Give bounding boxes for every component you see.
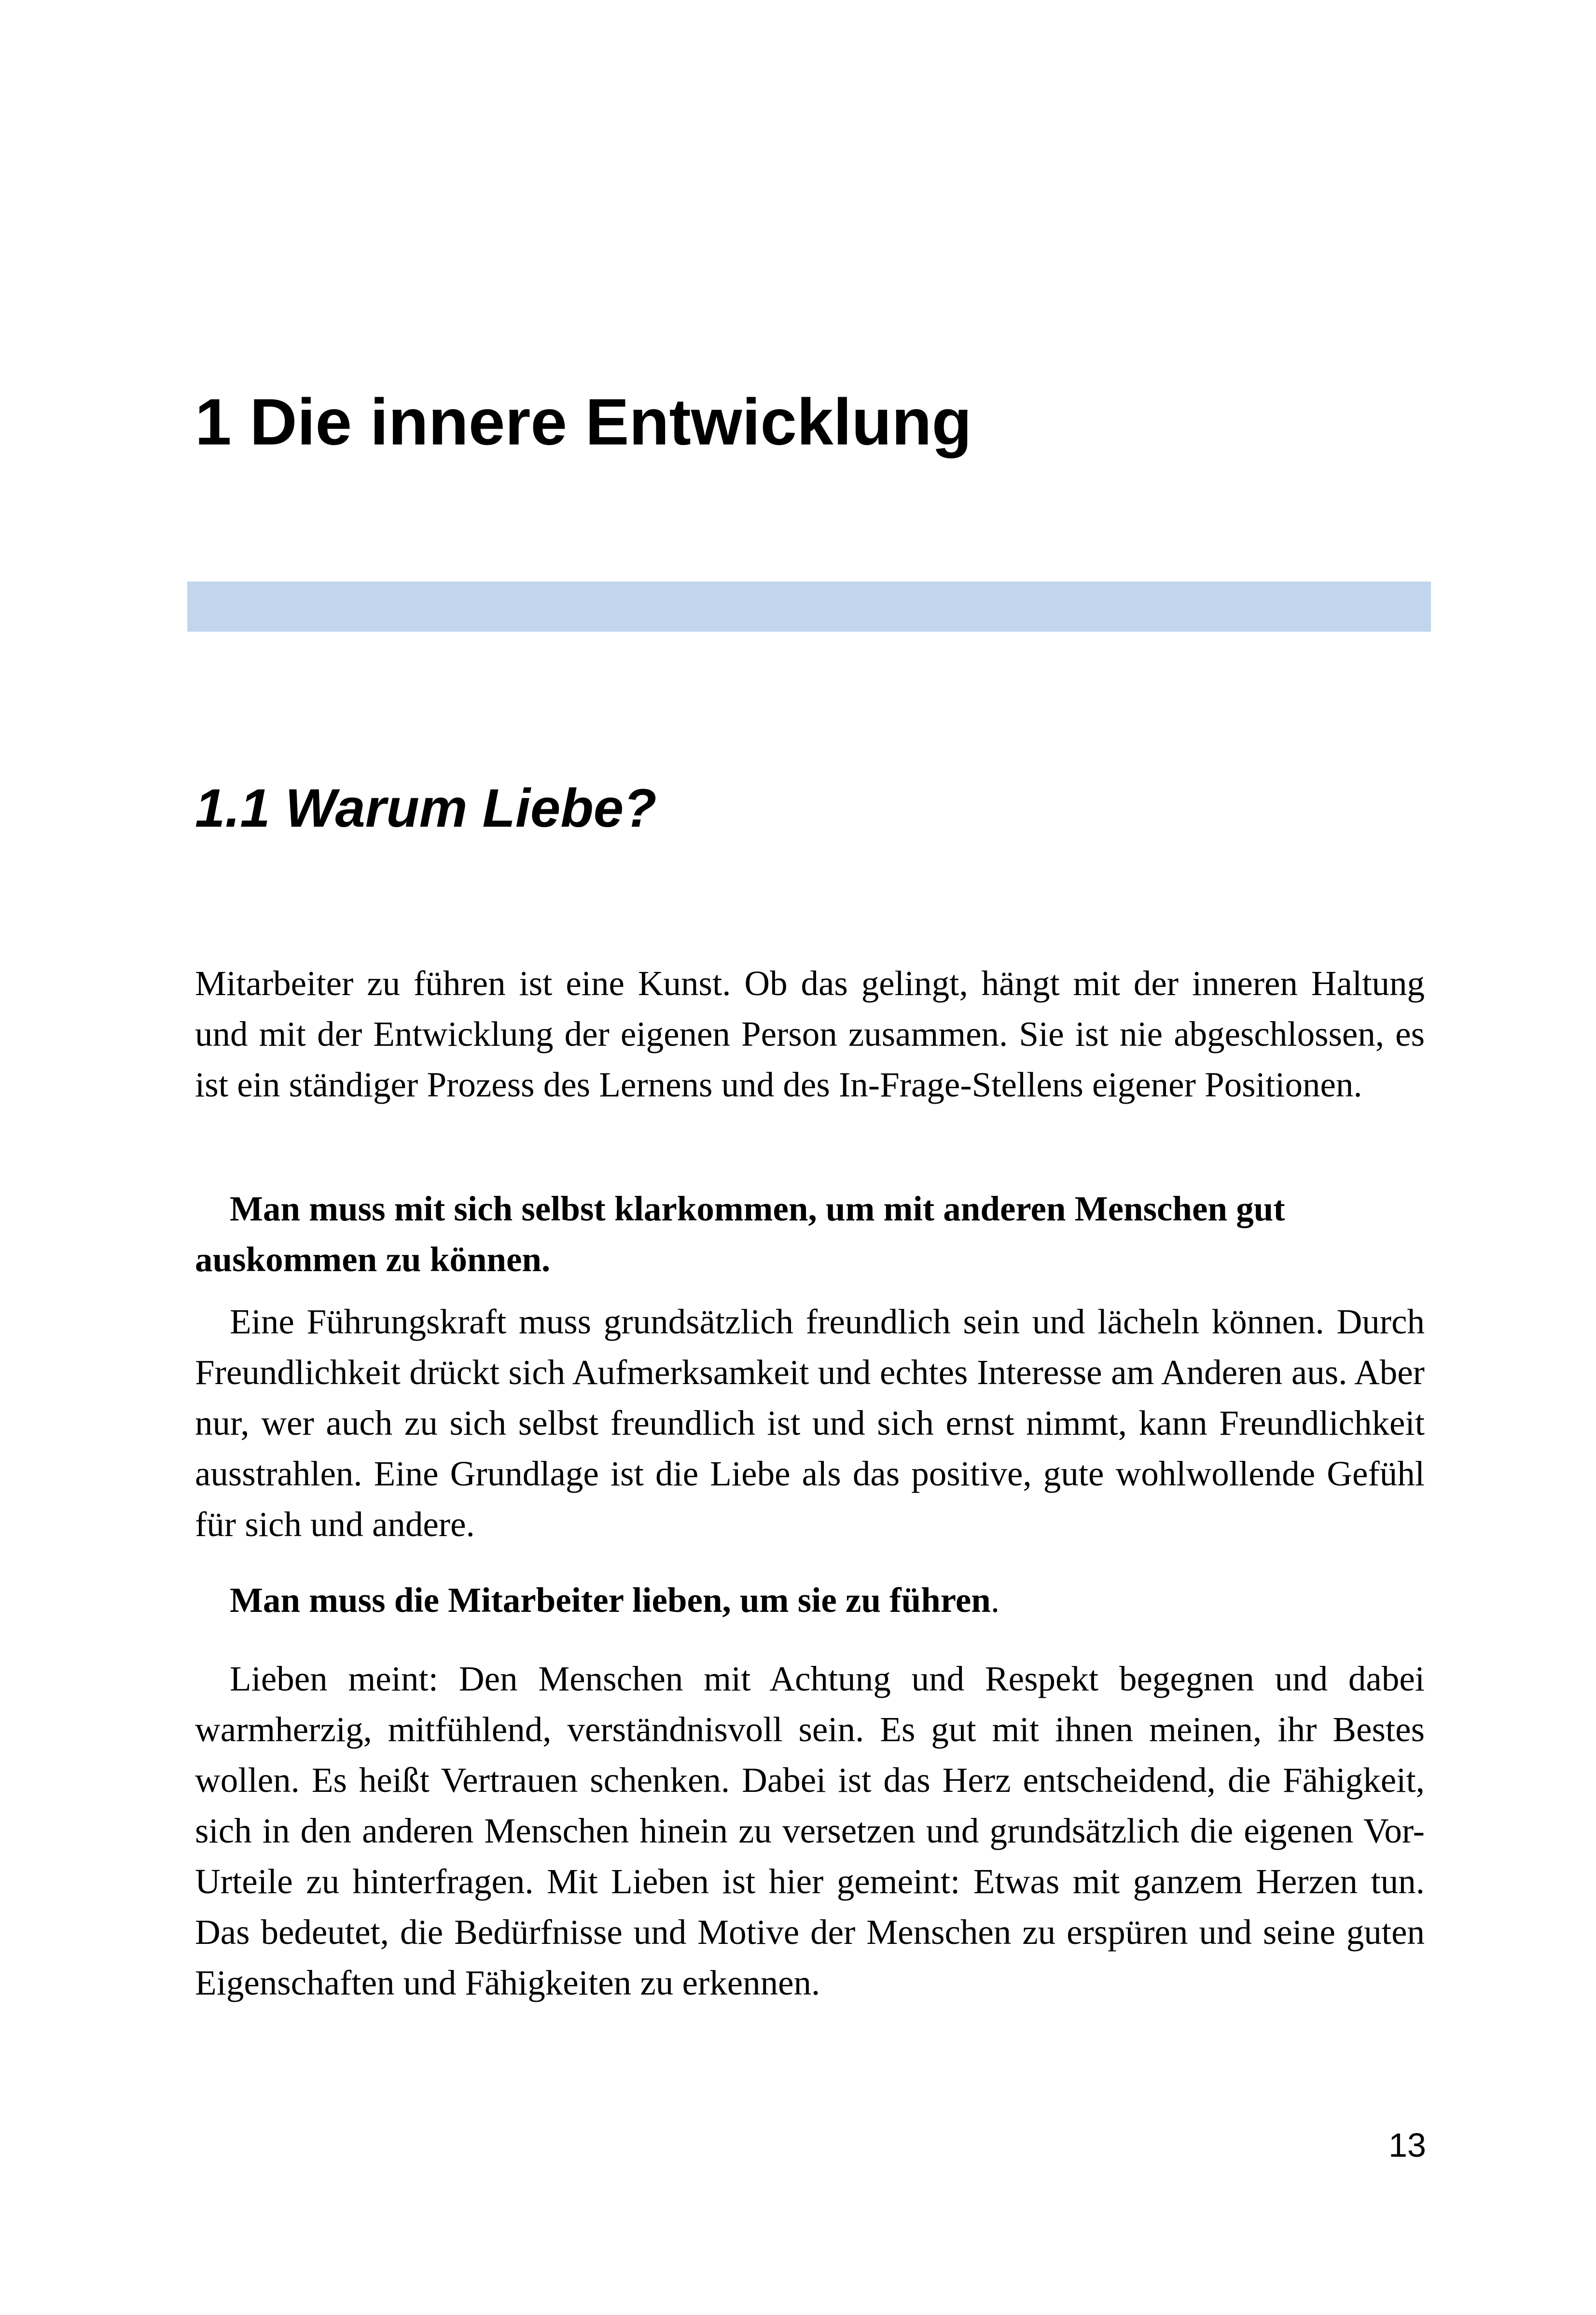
chapter-title: 1 Die innere Entwicklung (195, 385, 972, 458)
paragraph-love-meaning: Lieben meint: Den Menschen mit Achtung und Respekt begegnen und dabei warmherzig, mitfühlend, verständnisvoll sein. Es gut mit ihnen meinen, ihr Bestes wollen. Es heißt Vertrauen schenken. Dabei ist das Herz entscheidend, die Fähigkeit, sich in den anderen Menschen hinein zu versetzen und grundsätzlich die eigenen Vor-Urteile zu hinterfragen. Mit Lieben ist hier gemeint: Etwas mit ganzem Herzen tun. Das bedeutet, die Bedürfnisse und Motive der Menschen zu erspüren und seine guten Eigenschaften und Fähigkeiten zu erkennen. (195, 1659, 1425, 2002)
love-statement-period: . (990, 1580, 1000, 1620)
paragraph-intro: Mitarbeiter zu führen ist eine Kunst. Ob das gelingt, hängt mit der inneren Haltung und mit der Entwicklung der eigenen Person zusammen. Sie ist nie abgeschlossen, es ist ein ständiger Prozess des Lernens und des In-Frage-Stellens eigener Positionen. (195, 964, 1425, 1104)
paragraph-friendliness: Eine Führungskraft muss grundsätzlich freundlich sein und lächeln können. Durch Freundlichkeit drückt sich Aufmerksamkeit und echtes Interesse am Anderen aus. Aber nur, wer auch zu sich selbst freundlich ist und sich ernst nimmt, kann Freundlichkeit ausstrahlen. Eine Grundlage ist die Liebe als das positive, gute wohlwollende Gefühl für sich und andere. (195, 1302, 1425, 1544)
section-title: 1.1 Warum Liebe? (195, 778, 657, 838)
paragraph-bold-statement: Man muss mit sich selbst klarkommen, um mit anderen Menschen gut auskommen zu können. (195, 1189, 1285, 1279)
paragraph-love-statement (195, 1575, 1425, 1625)
page-number: 13 (1388, 2126, 1426, 2164)
love-statement-bold: Man muss die Mitarbeiter lieben, um sie zu führen (230, 1580, 991, 1620)
chapter-title-bar (187, 582, 1431, 632)
